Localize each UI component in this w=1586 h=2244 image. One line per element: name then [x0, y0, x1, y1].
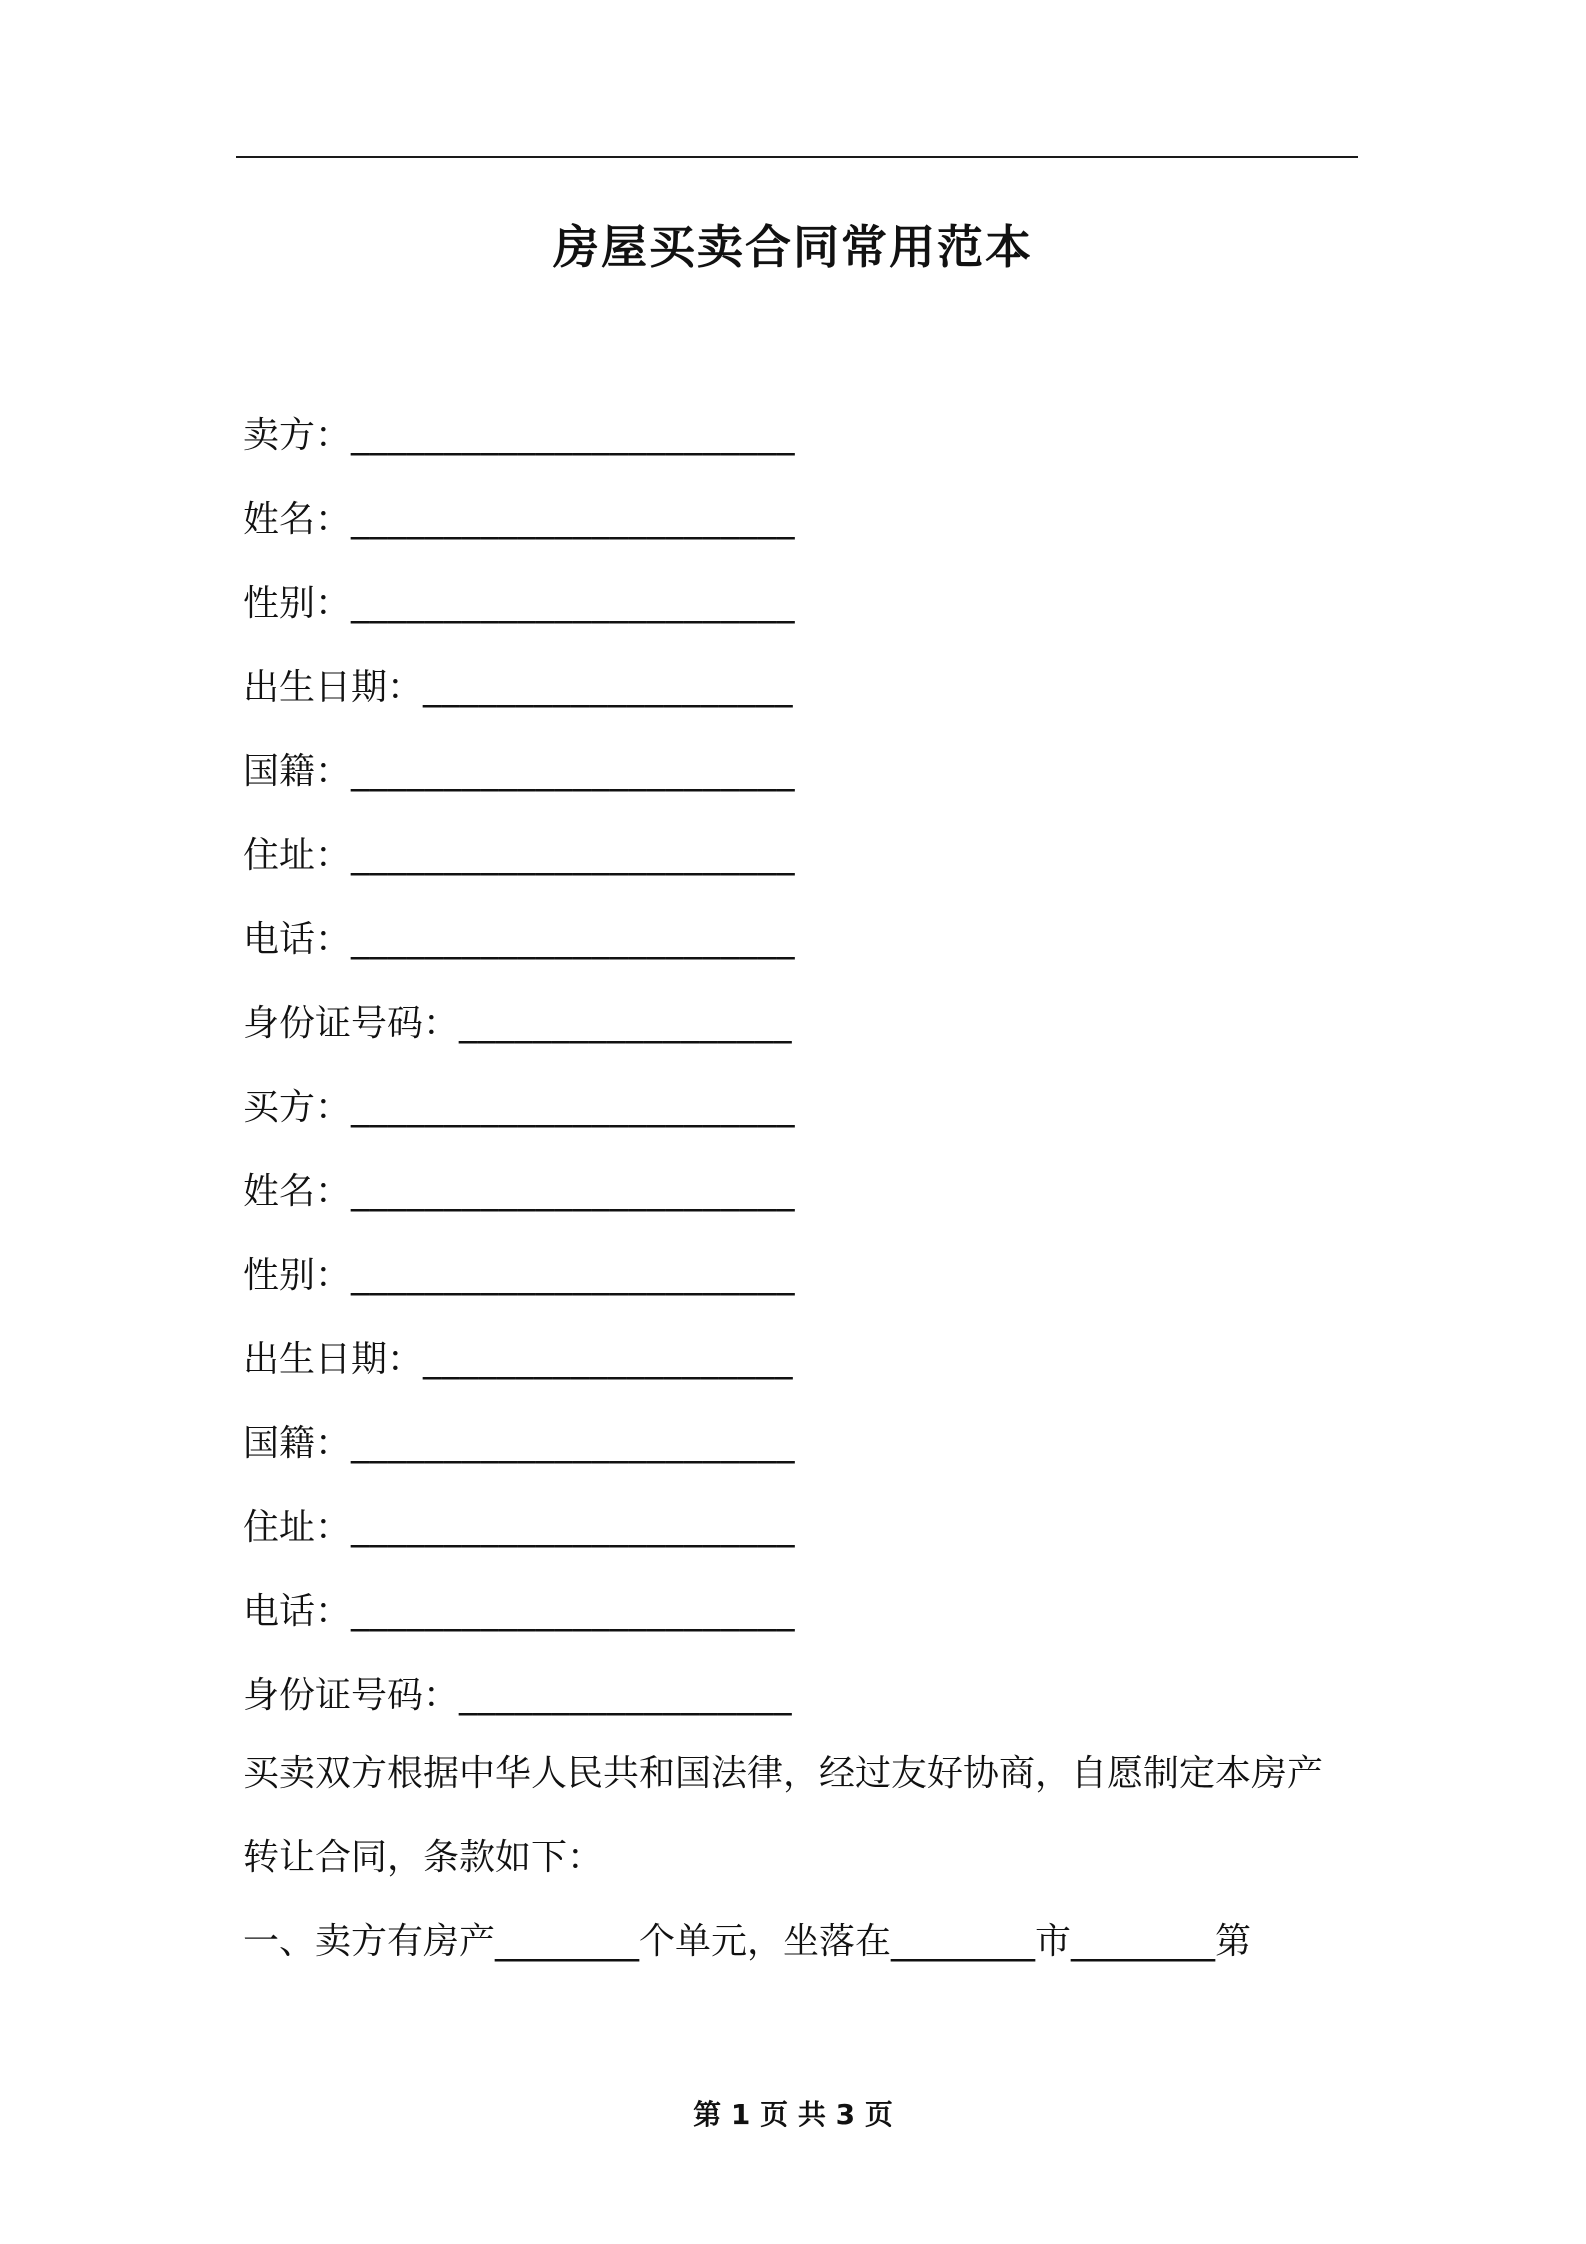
buyer-birthdate-line: [243, 1330, 1353, 1414]
buyer-gender-line: [243, 1246, 1353, 1330]
buyer-nationality-blank: ________________________: [351, 1423, 796, 1464]
buyer-phone-line: [243, 1582, 1353, 1666]
seller-birthdate-line: [243, 658, 1353, 742]
seller-nationality-blank: ________________________: [351, 751, 796, 792]
field-label: 买方：: [243, 1087, 352, 1128]
clause-one-line: 一、卖方有房产________个单元，坐落在________市________第: [243, 1921, 1252, 1962]
field-label: 住址：: [243, 835, 352, 876]
field-label: 电话：: [243, 919, 352, 960]
buyer-nationality-line: [243, 1414, 1353, 1498]
seller-phone-blank: ________________________: [351, 919, 796, 960]
seller-name-line: [243, 490, 1353, 574]
seller-id-number-blank: __________________: [459, 1003, 793, 1044]
buyer-phone-blank: ________________________: [351, 1591, 796, 1632]
buyer-address-line: [243, 1498, 1353, 1582]
seller-blank: ________________________: [351, 415, 796, 456]
field-label: 性别：: [243, 1255, 352, 1296]
seller-name-blank: ________________________: [351, 499, 796, 540]
header-rule: [236, 156, 1358, 158]
seller-gender-line: [243, 574, 1353, 658]
field-label: 姓名：: [243, 1171, 352, 1212]
buyer-gender-blank: ________________________: [351, 1255, 796, 1296]
field-label: 卖方：: [243, 415, 352, 456]
field-label: 住址：: [243, 1507, 352, 1548]
page-number: 第 1 页 共 3 页: [693, 2098, 893, 2131]
seller-nationality-line: [243, 742, 1353, 826]
field-label: 身份证号码：: [243, 1675, 460, 1716]
buyer-birthdate-blank: ____________________: [423, 1339, 794, 1380]
buyer-blank: ________________________: [351, 1087, 796, 1128]
seller-birthdate-blank: ____________________: [423, 667, 794, 708]
seller-address-line: [243, 826, 1353, 910]
field-label: 身份证号码：: [243, 1003, 460, 1044]
field-label: 姓名：: [243, 499, 352, 540]
field-label: 出生日期：: [243, 1339, 424, 1380]
party-fields: [243, 406, 1353, 1750]
document-title: 房屋买卖合同常用范本: [553, 220, 1033, 274]
seller-phone-line: [243, 910, 1353, 994]
field-label: 国籍：: [243, 1423, 352, 1464]
intro-paragraph-line-1: 买卖双方根据中华人民共和国法律，经过友好协商，自愿制定本房产: [243, 1753, 1324, 1794]
field-label: 电话：: [243, 1591, 352, 1632]
seller-line: [243, 406, 1353, 490]
buyer-id-number-blank: __________________: [459, 1675, 793, 1716]
buyer-id-number-line: [243, 1666, 1353, 1750]
buyer-line: [243, 1078, 1353, 1162]
field-label: 国籍：: [243, 751, 352, 792]
field-label: 性别：: [243, 583, 352, 624]
buyer-name-line: [243, 1162, 1353, 1246]
intro-paragraph-line-2: 转让合同，条款如下：: [243, 1837, 604, 1878]
buyer-name-blank: ________________________: [351, 1171, 796, 1212]
seller-id-number-line: [243, 994, 1353, 1078]
field-label: 出生日期：: [243, 667, 424, 708]
seller-gender-blank: ________________________: [351, 583, 796, 624]
buyer-address-blank: ________________________: [351, 1507, 796, 1548]
seller-address-blank: ________________________: [351, 835, 796, 876]
